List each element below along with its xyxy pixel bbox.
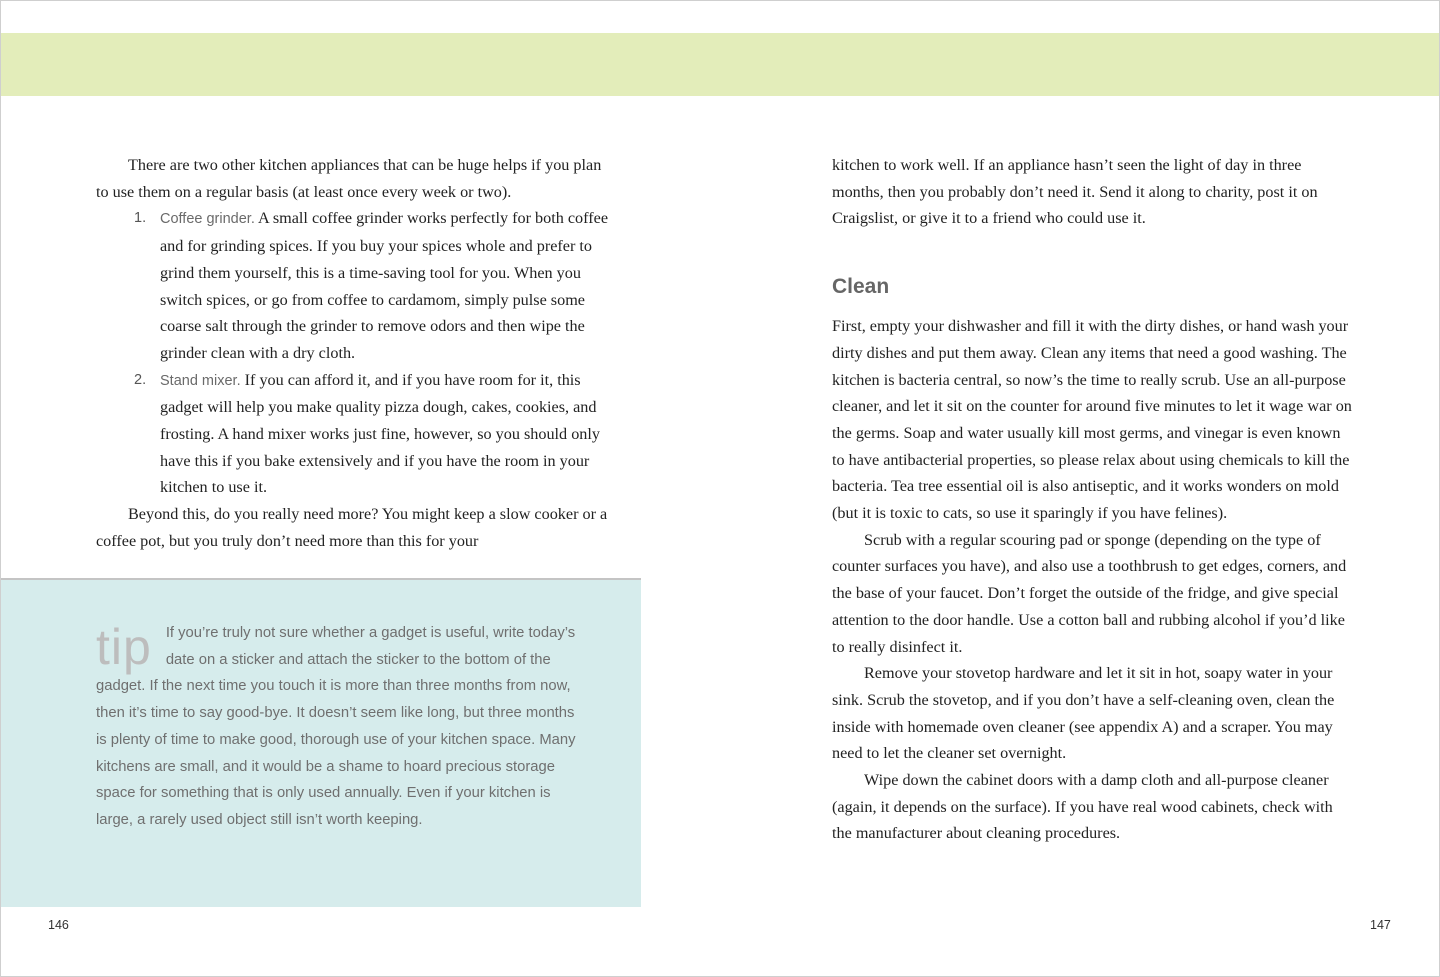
appliance-list xyxy=(96,205,616,501)
tip-label: tip xyxy=(96,619,152,675)
page-number-left: 146 xyxy=(48,918,69,932)
list-term: Coffee grinder. xyxy=(160,211,255,228)
continuation-paragraph: kitchen to work well. If an appliance hasn’t seen the light of day in three months, then you probably don’t need it. Send it along to charity, post it on Craigslist, or give it to a friend who could use it. xyxy=(832,156,1318,228)
section-heading: Clean xyxy=(832,275,890,299)
list-text: If you can afford it, and if you have room for it, this gadget will help you make quality pizza dough, cakes, cookies, and frosting. A hand mixer works just fine, however, so you should only have this if you bake extensively and if you have the room in your kitchen to use it. xyxy=(160,370,600,497)
intro-paragraph: There are two other kitchen appliances that can be huge helps if you plan to use them on a regular basis (at least once every week or two). xyxy=(96,156,602,201)
closing-paragraph: Beyond this, do you really need more? You might keep a slow cooker or a coffee pot, but you truly don’t need more than this for your xyxy=(96,505,608,550)
list-item xyxy=(134,205,616,366)
list-number: 2. xyxy=(134,371,147,388)
page-number-right: 147 xyxy=(1370,918,1391,932)
list-item xyxy=(134,367,616,502)
body-paragraph: Wipe down the cabinet doors with a damp cloth and all-purpose cleaner (again, it depends on the surface). If you have real wood cabinets, check with the manufacturer about cleaning procedures. xyxy=(832,771,1333,843)
list-term: Stand mixer. xyxy=(160,372,241,389)
body-paragraph: Remove your stovetop hardware and let it sit in hot, soapy water in your sink. Scrub the stovetop, and if you don’t have a self-cleaning oven, clean the inside with homemade oven cleaner (see appendix A) and a scraper. You may need to let the cleaner set overnight. xyxy=(832,664,1335,763)
left-page-body xyxy=(96,152,616,555)
tip-content xyxy=(96,620,586,834)
body-paragraph: First, empty your dishwasher and fill it with the dirty dishes, or hand wash your dirty dishes and put them away. Clean any items that need a good washing. The kitchen is bacteria central, so now’s the time to really scrub. Use an all-purpose cleaner, and let it sit on the counter for around five minutes to let it wage war on the germs. Soap and water usually kill most germs, and vinegar is even known to have antibacterial properties, so please relax about using chemicals to kill the bacteria. Tea tree essential oil is also antiseptic, and it works wonders on mold (but it is toxic to cats, so use it sparingly if you have felines). xyxy=(832,317,1352,523)
list-text: A small coffee grinder works perfectly for both coffee and for grinding spices. If you buy your spices whole and prefer to grind them yourself, this is a time-saving tool for you. When you switch spices, or go from coffee to cardamom, simply pulse some coarse salt through the grinder to remove odors and then wipe the grinder clean with a dry cloth. xyxy=(160,209,609,362)
body-paragraph: Scrub with a regular scouring pad or sponge (depending on the type of counter surfaces you have), and also use a toothbrush to get edges, corners, and the base of your faucet. Don’t forget the outside of the fridge, and give special attention to the door handle. Use a cotton ball and rubbing alcohol if you’d like to really disinfect it. xyxy=(832,530,1347,656)
right-page-body xyxy=(832,152,1352,847)
header-color-band xyxy=(1,33,1439,96)
list-number: 1. xyxy=(134,210,147,227)
tip-text: If you’re truly not sure whether a gadget is useful, write today’s date on a sticker and attach the sticker to the bottom of the gadget. If the next time you touch it is more than three months from now, then it’s time to say good-bye. It doesn’t seem like long, but three months is plenty of time to make good, thorough use of your kitchen space. Many kitchens are small, and it would be a shame to hoard precious storage space for something that is only used annually. Even if your kitchen is large, a rarely used object still isn’t worth keeping. xyxy=(96,625,576,828)
